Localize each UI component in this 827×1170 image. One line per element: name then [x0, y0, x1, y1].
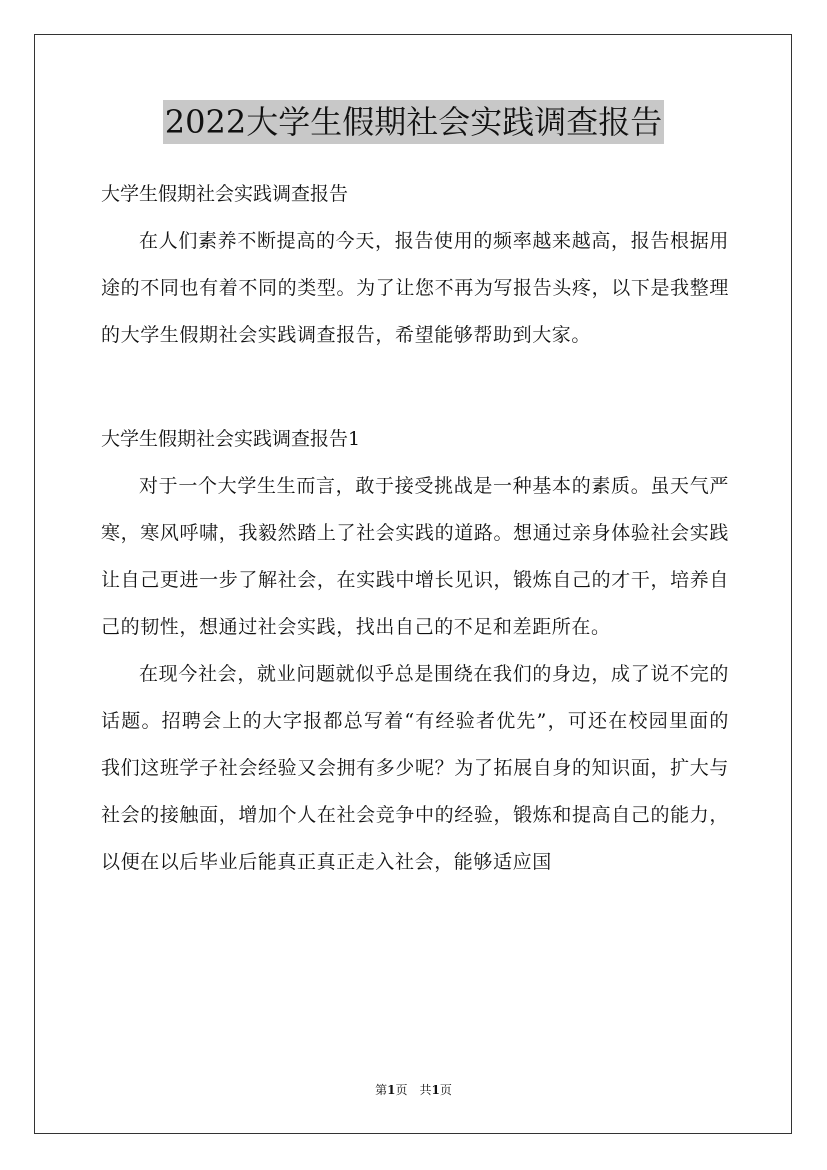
- footer-page-current: 1: [387, 1083, 396, 1097]
- document-title: 2022大学生假期社会实践调查报告: [163, 100, 664, 144]
- section1-heading: 大学生假期社会实践调查报告1: [101, 428, 361, 450]
- intro-paragraph: 在人们素养不断提高的今天，报告使用的频率越来越高，报告根据用途的不同也有着不同的类型。为了让您不再为写报告头疼，以下是我整理的大学生假期社会实践调查报告，希望能够帮助到大家。: [101, 230, 729, 346]
- document-subtitle: 大学生假期社会实践调查报告: [101, 183, 349, 205]
- section1-paragraph-1: 对于一个大学生生而言，敢于接受挑战是一种基本的素质。虽天气严寒，寒风呼啸，我毅然踏上了社会实践的道路。想通过亲身体验社会实践让自己更进一步了解社会，在实践中增长见识，锻炼自己的才干，培养自己的韧性，想通过社会实践，找出自己的不足和差距所在。: [101, 475, 729, 638]
- section1-paragraph-2: 在现今社会，就业问题就似乎总是围绕在我们的身边，成了说不完的话题。招聘会上的大字报都总写着“有经验者优先”，可还在校园里面的我们这班学子社会经验又会拥有多少呢？为了拓展自身的知识面，扩大与社会的接触面，增加个人在社会竞争中的经验，锻炼和提高自己的能力，以便在以后毕业后能真正真正走入社会，能够适应国: [101, 663, 729, 873]
- footer-page-mid: 页 共: [395, 1083, 432, 1097]
- title-container: [0, 100, 827, 144]
- footer-page-prefix: 第: [375, 1083, 388, 1097]
- page-footer: [0, 1082, 827, 1098]
- footer-page-suffix: 页: [439, 1083, 452, 1097]
- document-body: [101, 170, 729, 886]
- section-spacer: [101, 359, 729, 415]
- footer-page-total: 1: [431, 1083, 440, 1097]
